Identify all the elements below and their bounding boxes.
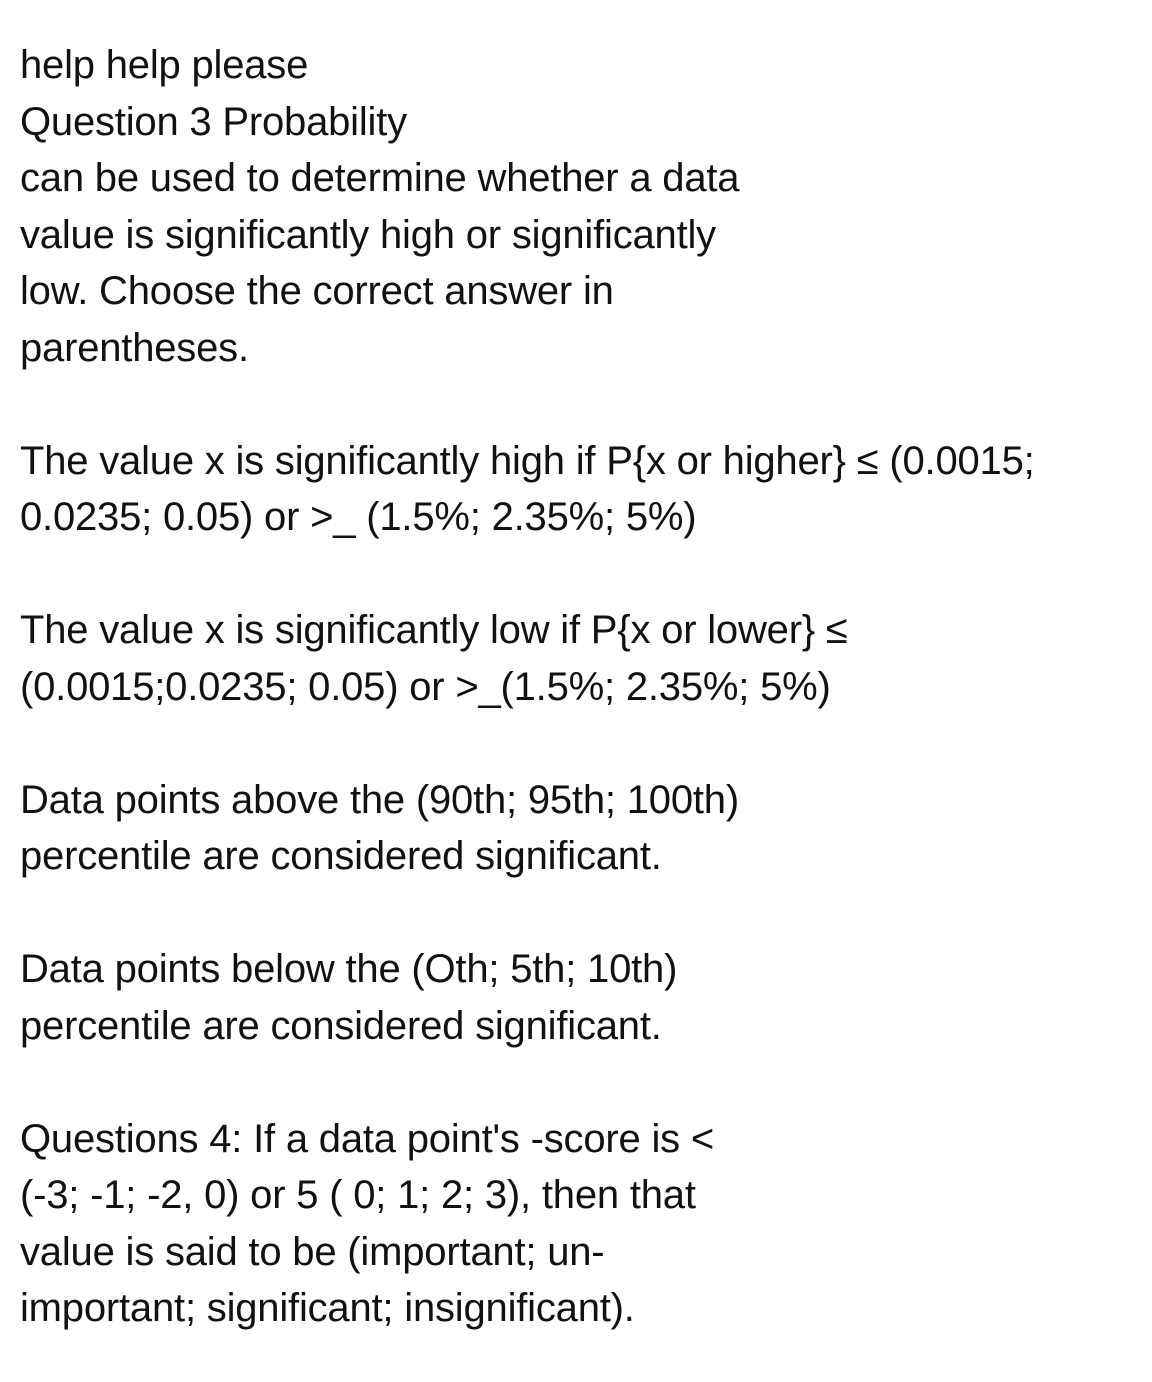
- text-line: percentile are considered significant.: [20, 834, 662, 878]
- text-line: value is said to be (important; un-: [20, 1229, 605, 1274]
- text-line: Questions 4: If a data point's -score is <: [20, 1116, 715, 1161]
- below-percentile-paragraph: [20, 941, 1145, 1054]
- question-4-paragraph: [20, 1111, 1145, 1337]
- text-line: 0.0235; 0.05) or >_ (1.5%; 2.35%; 5%): [20, 495, 697, 539]
- text-line: Data points above the (90th; 95th; 100th): [20, 777, 739, 822]
- text-line: parentheses.: [20, 325, 249, 370]
- text-line: (-3; -1; -2, 0) or 5 ( 0; 1; 2; 3), then that: [20, 1173, 696, 1217]
- text-line: can be used to determine whether a data: [20, 156, 740, 200]
- text-line: Question 3 Probability: [20, 99, 407, 144]
- text-line: low. Choose the correct answer in: [20, 269, 614, 313]
- text-line: Data points below the (Oth; 5th; 10th): [20, 947, 678, 991]
- text-line: help help please: [20, 43, 309, 87]
- low-rule-paragraph: [20, 602, 1145, 715]
- paragraph-spacer: [20, 376, 1145, 433]
- paragraph-spacer: [20, 885, 1145, 942]
- text-line: (0.0015;0.0235; 0.05) or >_(1.5%; 2.35%; 5%): [20, 664, 831, 709]
- text-line: The value x is significantly low if P{x or lower} ≤: [20, 608, 848, 652]
- text-line: important; significant; insignificant).: [20, 1286, 635, 1330]
- paragraph-spacer: [20, 1054, 1145, 1111]
- above-percentile-paragraph: [20, 772, 1145, 885]
- question-text: [20, 37, 1145, 1337]
- text-line: The value x is significantly high if P{x or higher} ≤ (0.0015;: [20, 438, 1035, 483]
- paragraph-spacer: [20, 546, 1145, 603]
- text-line: percentile are considered significant.: [20, 1003, 662, 1048]
- paragraph-spacer: [20, 715, 1145, 772]
- intro-paragraph: [20, 37, 1145, 376]
- text-line: value is significantly high or significantly: [20, 212, 716, 257]
- high-rule-paragraph: [20, 433, 1145, 546]
